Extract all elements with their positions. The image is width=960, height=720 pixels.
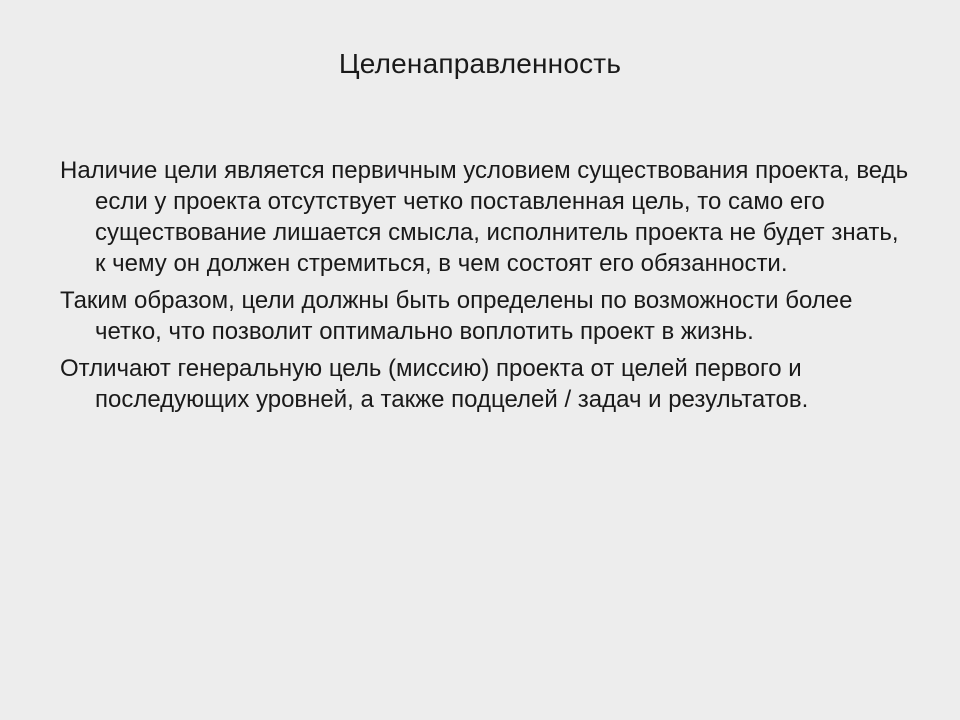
slide-body [60,155,910,421]
paragraph-goal-levels: Отличают генеральную цель (миссию) проекта от целей первого и последующих уровней, а также подцелей / задач и результатов. [60,355,809,413]
paragraph-goal-presence: Наличие цели является первичным условием существования проекта, ведь если у проекта отсутствует четко поставленная цель, то само его существование лишается смысла, исполнитель проекта не будет знать, к чему он должен стремиться, в чем состоят его обязанности. [60,157,909,277]
paragraph-goal-definition: Таким образом, цели должны быть определены по возможности более четко, что позволит оптимально воплотить проект в жизнь. [60,287,853,345]
slide-title: Целенаправленность [338,48,622,79]
